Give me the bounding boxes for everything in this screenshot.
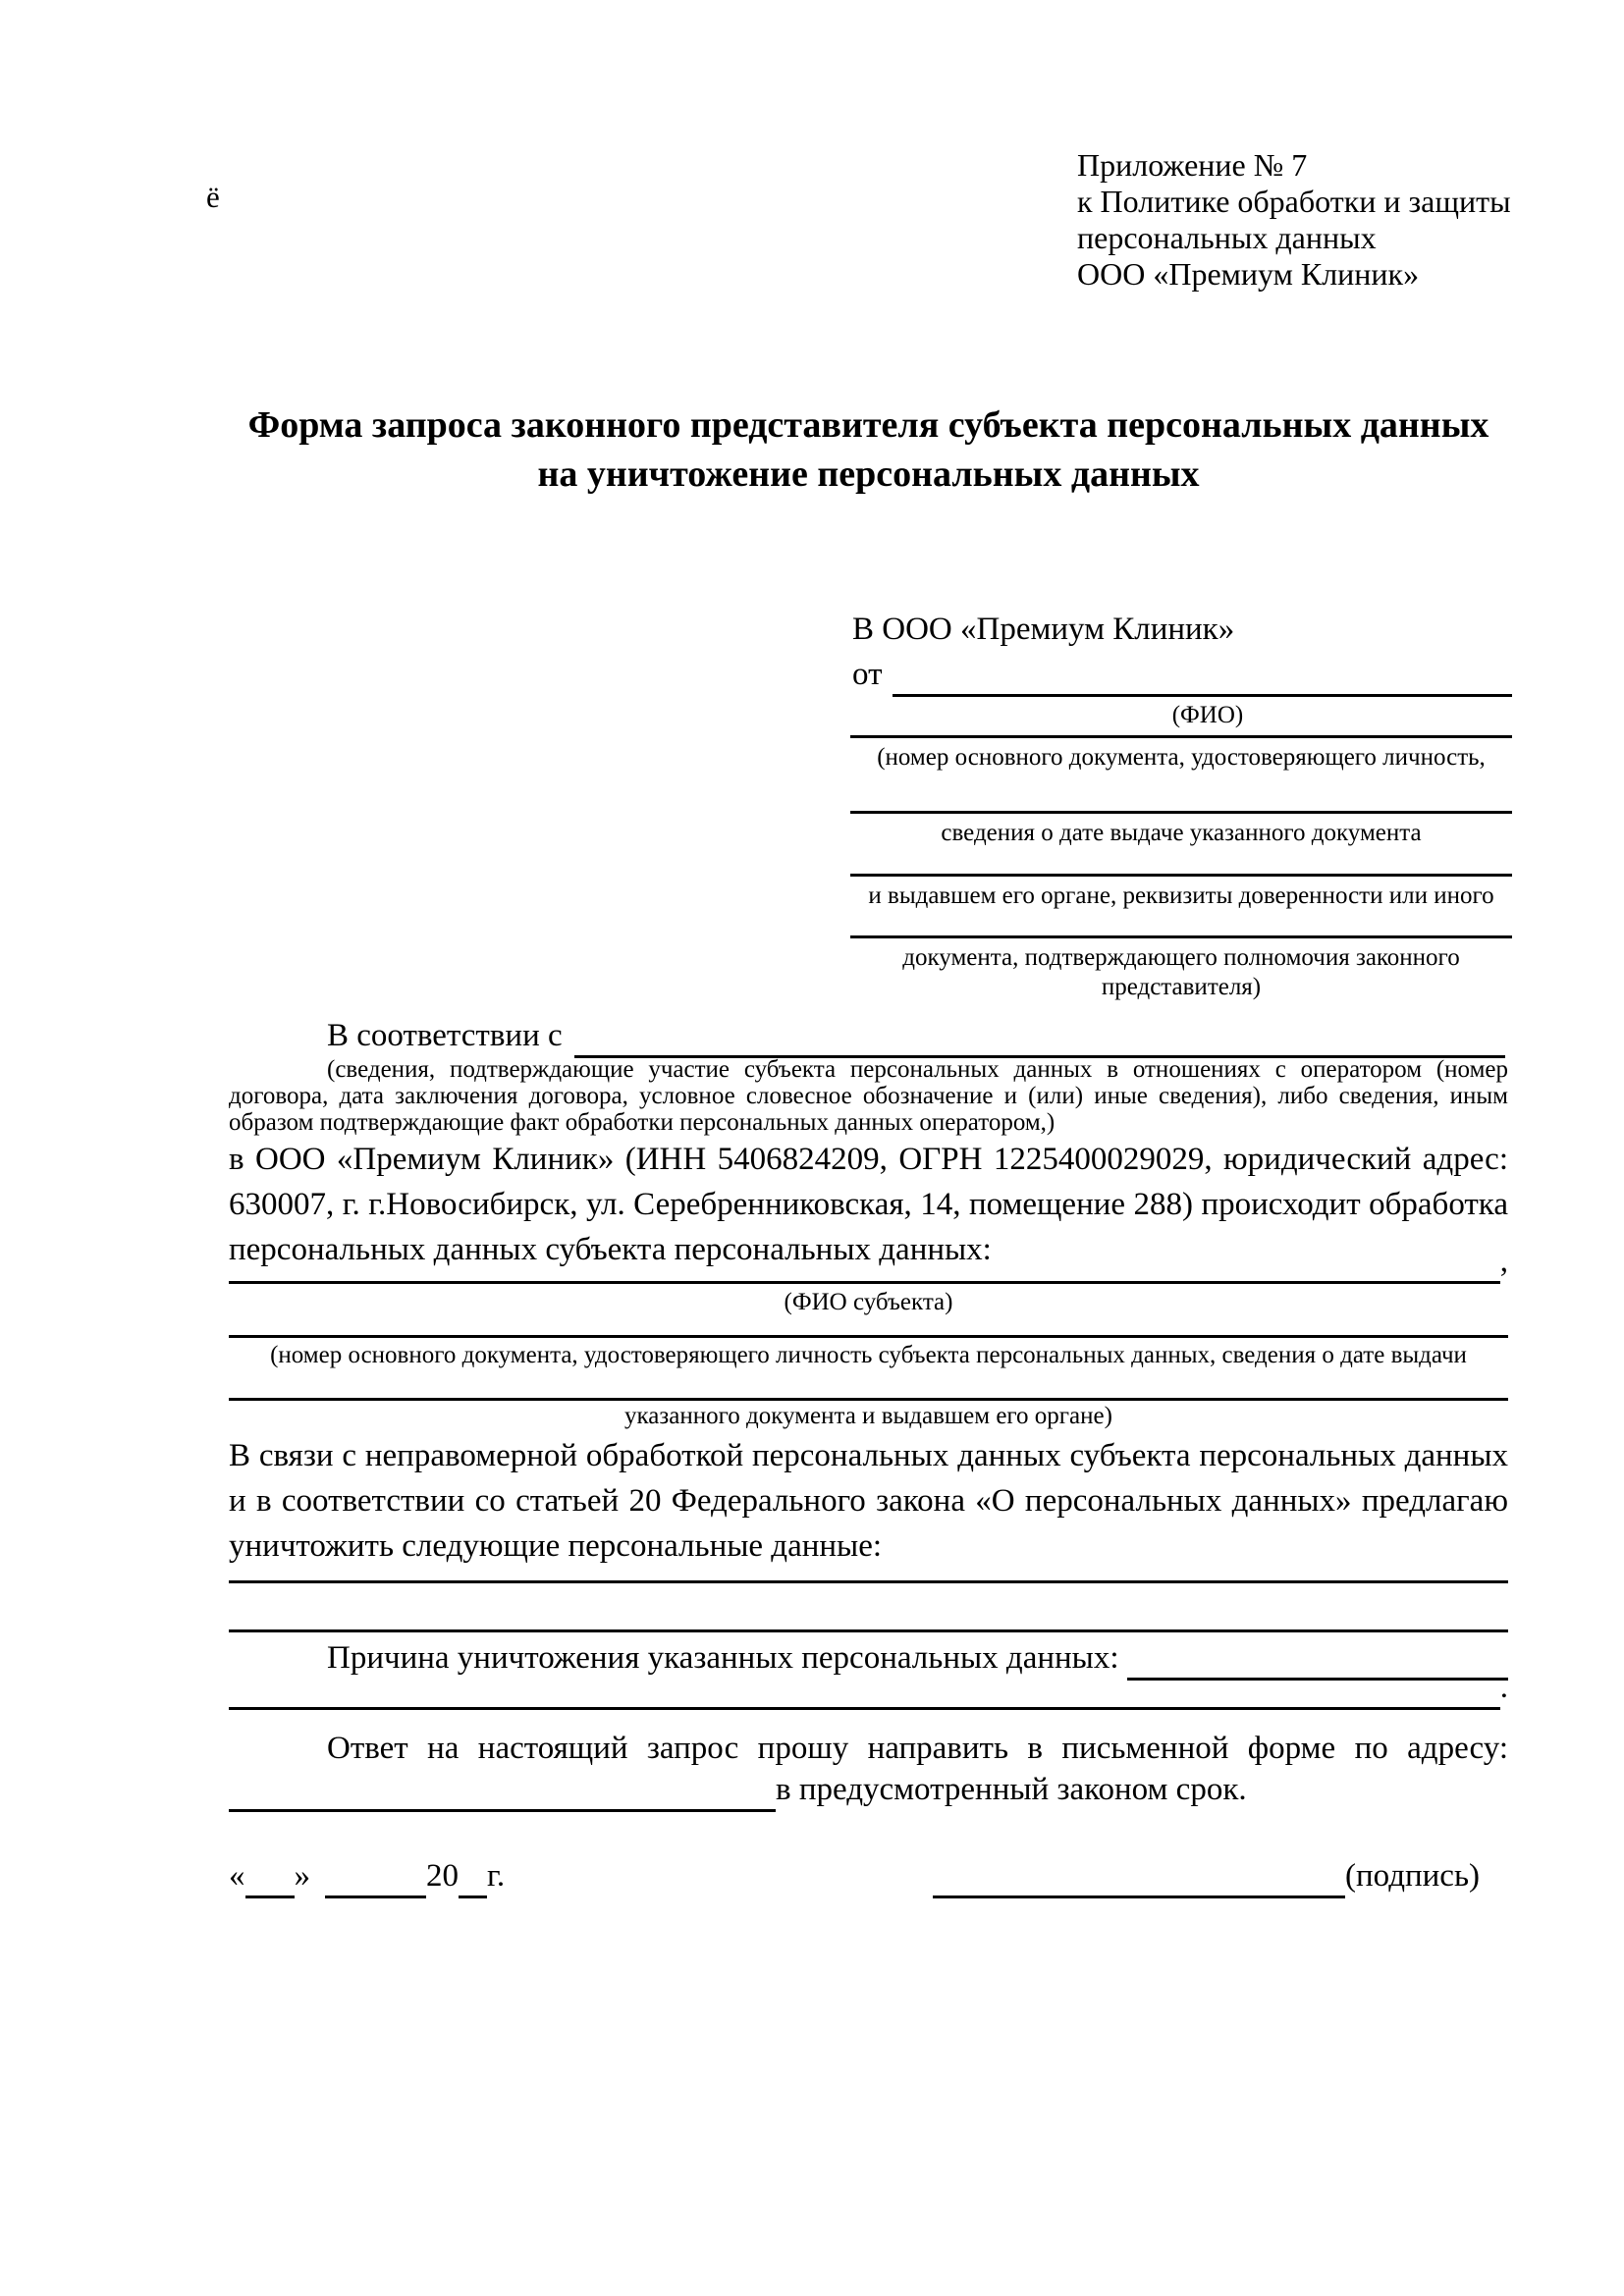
date-quote-open: « xyxy=(229,1858,245,1894)
date-quote-close: » xyxy=(294,1858,310,1894)
year-blank-line xyxy=(459,1886,487,1898)
stray-character: ё xyxy=(206,180,220,214)
response-line: Ответ на настоящий запрос прошу направить в письменной форме по адресу: xyxy=(327,1731,1508,1766)
signature-row xyxy=(933,1855,1489,1898)
reason-continuation-row xyxy=(229,1667,1508,1710)
subject-doc-caption-2: указанного документа и выдавшем его органе) xyxy=(624,1403,1112,1429)
date-row xyxy=(229,1855,553,1898)
issue-date-blank-line xyxy=(850,811,1512,814)
reason-blank-line-2 xyxy=(229,1697,1500,1710)
data-blank-line-2 xyxy=(229,1629,1508,1632)
accordance-label: В соответствии с xyxy=(327,1018,563,1053)
operator-paragraph: в ООО «Премиум Клиник» (ИНН 5406824209, ОГРН 1225400029029, юридический адрес: 630007, г. г.Новосибирск, ул. Серебренниковская, 14, помещение 288) происходит обработка персональных данных субъекта персональных данных: xyxy=(229,1142,1508,1267)
subject-doc-caption-1: (номер основного документа, удостоверяющего личность субъекта персональных данных, сведения о дате выдачи xyxy=(270,1342,1467,1368)
subject-fio-caption: (ФИО субъекта) xyxy=(784,1289,953,1315)
address-blank-line xyxy=(229,1799,776,1812)
response-tail-row xyxy=(229,1769,1508,1812)
subject-fio-row xyxy=(229,1239,1508,1284)
from-row xyxy=(852,652,1512,697)
year-prefix: 20 xyxy=(426,1858,459,1894)
response-tail: в предусмотренный законом срок. xyxy=(776,1772,1247,1807)
document-title xyxy=(229,400,1508,499)
appendix-line: Приложение № 7 xyxy=(1077,147,1308,183)
doc-number-caption: (номер основного документа, удостоверяющего личность, xyxy=(877,744,1486,771)
subject-doc-blank-line-2 xyxy=(229,1398,1508,1401)
unlawful-paragraph: В связи с неправомерной обработкой персональных данных субъекта персональных данных и в соответствии со статьей 20 Федерального закона «О персональных данных» предлагаю уничтожить следующие персональные данные: xyxy=(229,1438,1508,1564)
subject-fio-comma: , xyxy=(1499,1244,1508,1279)
signature-caption: (подпись) xyxy=(1345,1858,1480,1894)
reason-period: . xyxy=(1499,1670,1508,1705)
issue-date-caption: сведения о дате выдаче указанного документа xyxy=(941,820,1422,846)
year-suffix: г. xyxy=(487,1858,506,1894)
doc-number-blank-line xyxy=(850,735,1512,738)
appendix-line: к Политике обработки и защиты xyxy=(1077,184,1511,219)
authority-doc-caption: документа, подтверждающего полномочия законного представителя) xyxy=(902,944,1460,1000)
appendix-block xyxy=(1077,147,1529,293)
day-blank-line xyxy=(245,1886,295,1898)
accordance-note: (сведения, подтверждающие участие субъекта персональных данных в отношениях с оператором (номер договора, дата заключения договора, условное словесное обозначение и (или) иные сведения), либо сведения, иным образом подтверждающие факт обработки персональных данных оператором,) xyxy=(229,1056,1508,1136)
accordance-row xyxy=(327,1017,1505,1058)
title-line-2: на уничтожение персональных данных xyxy=(537,454,1200,495)
issuing-authority-blank-line xyxy=(850,874,1512,877)
issuing-authority-caption: и выдавшем его органе, реквизиты доверенности или иного xyxy=(868,882,1494,909)
subject-doc-blank-line xyxy=(229,1335,1508,1338)
from-label: от xyxy=(852,657,883,692)
fio-caption: (ФИО) xyxy=(1171,702,1244,728)
appendix-line: персональных данных xyxy=(1077,220,1377,255)
fio-blank-line xyxy=(893,684,1513,697)
signature-blank-line xyxy=(933,1886,1345,1898)
month-blank-line xyxy=(325,1886,426,1898)
subject-fio-blank-line xyxy=(229,1271,1500,1284)
appendix-line: ООО «Премиум Клиник» xyxy=(1077,256,1420,292)
addressee-to: В ООО «Премиум Клиник» xyxy=(852,612,1235,647)
authority-doc-blank-line xyxy=(850,935,1512,938)
data-blank-line-1 xyxy=(229,1580,1508,1583)
reason-label: Причина уничтожения указанных персональных данных: xyxy=(327,1640,1119,1676)
title-line-1: Форма запроса законного представителя субъекта персональных данных xyxy=(247,404,1489,446)
